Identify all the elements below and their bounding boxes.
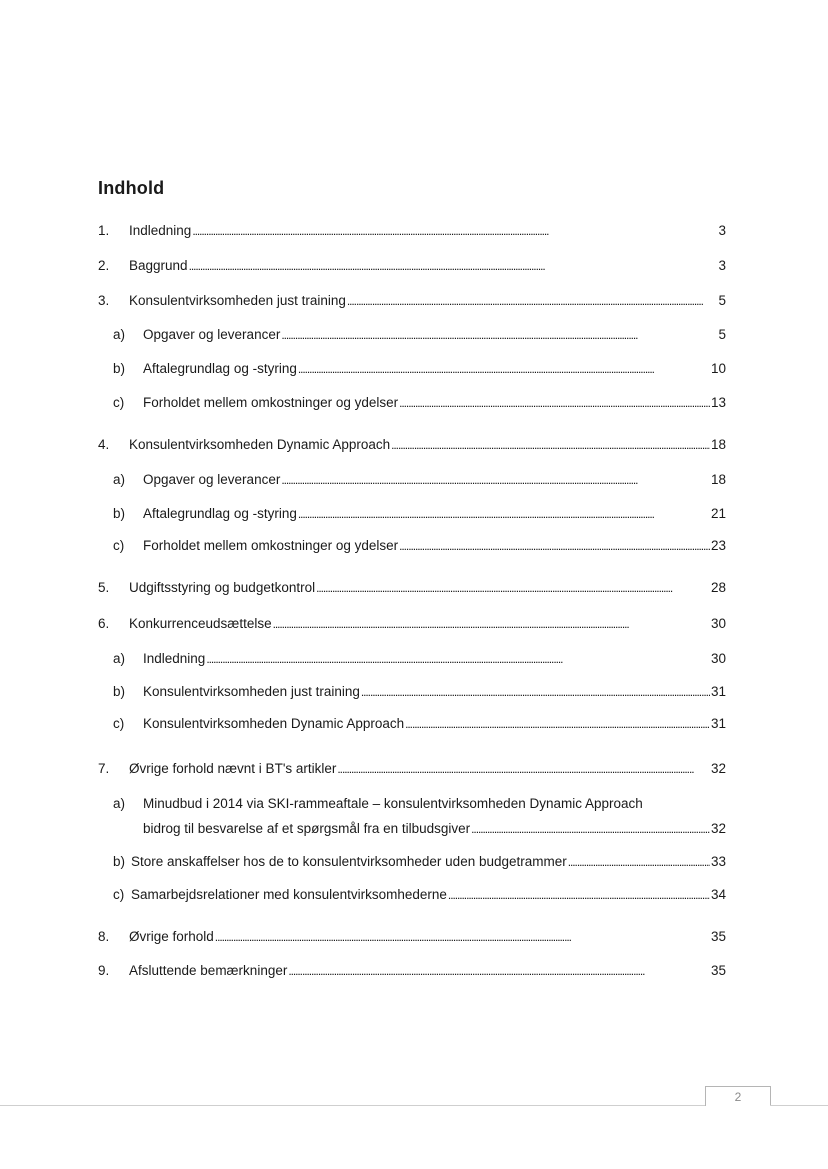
- toc-entry-number: 5.: [98, 580, 110, 595]
- toc-entry-7b[interactable]: [113, 852, 726, 872]
- toc-entry-number: c): [113, 716, 125, 731]
- toc-entry-page: 30: [710, 651, 726, 666]
- toc-entry-page: 35: [710, 929, 726, 944]
- toc-entry-number: 1.: [98, 223, 110, 238]
- toc-entry-title: Opgaver og leverancer: [143, 472, 281, 487]
- toc-entry-7[interactable]: [98, 759, 726, 779]
- toc-entry-title: Opgaver og leverancer: [143, 327, 281, 342]
- toc-entry-page: 30: [710, 616, 726, 631]
- toc-entry-6[interactable]: [98, 614, 726, 634]
- toc-entry-title: Indledning: [143, 651, 206, 666]
- toc-entry-number: 3.: [98, 293, 110, 308]
- dot-leader: [316, 578, 710, 598]
- toc-entry-6b[interactable]: [113, 682, 726, 702]
- toc-entry-4[interactable]: [98, 435, 726, 455]
- toc-entry-title: Forholdet mellem omkostninger og ydelser: [143, 538, 399, 553]
- toc-entry-title: Udgiftsstyring og budgetkontrol: [129, 580, 316, 595]
- toc-entry-number: b): [113, 506, 126, 521]
- dot-leader: [399, 393, 710, 413]
- toc-entry-2[interactable]: [98, 256, 726, 276]
- dot-leader: [399, 536, 710, 556]
- dot-leader: [361, 682, 710, 702]
- toc-entry-page: 21: [710, 506, 726, 521]
- dot-leader: [568, 852, 710, 872]
- toc-entry-page: 10: [710, 361, 726, 376]
- toc-entry-title: Øvrige forhold: [129, 929, 214, 944]
- toc-entry-6a[interactable]: [113, 649, 726, 669]
- toc-entry-number: 2.: [98, 258, 110, 273]
- toc-entry-number: c): [113, 395, 125, 410]
- toc-entry-page: 35: [710, 963, 726, 978]
- toc-entry-page: 31: [710, 684, 726, 699]
- toc-entry-title: Konsulentvirksomheden just training: [129, 293, 346, 308]
- toc-entry-4c[interactable]: [113, 536, 726, 556]
- toc-entry-title: Konsulentvirksomheden Dynamic Approach: [143, 716, 405, 731]
- dot-leader: [405, 714, 710, 734]
- toc-entry-page: 5: [718, 327, 726, 342]
- toc-entry-page: 32: [710, 821, 726, 836]
- toc-entry-number: a): [113, 327, 126, 342]
- toc-entry-title: Samarbejdsrelationer med konsulentvirksomhederne: [131, 887, 447, 902]
- dot-leader: [471, 819, 710, 839]
- toc-entry-number: 4.: [98, 437, 110, 452]
- toc-entry-3[interactable]: [98, 291, 726, 311]
- toc-entry-number: a): [113, 651, 126, 666]
- toc-entry-title: Konsulentvirksomheden Dynamic Approach: [129, 437, 391, 452]
- footer-rule-left: [0, 1105, 705, 1106]
- toc-entry-title: Aftalegrundlag og -styring: [143, 506, 297, 521]
- dot-leader: [189, 256, 718, 276]
- toc-entry-number: c): [113, 887, 125, 902]
- toc-entry-number: a): [113, 472, 126, 487]
- toc-entry-7c[interactable]: [113, 885, 726, 905]
- dot-leader: [337, 759, 710, 779]
- toc-entry-number: 9.: [98, 963, 110, 978]
- toc-entry-number: a): [113, 796, 126, 811]
- toc-entry-5[interactable]: [98, 578, 726, 598]
- toc-entry-number: 6.: [98, 616, 110, 631]
- toc-entry-4a[interactable]: [113, 470, 726, 490]
- toc-entry-page: 18: [710, 437, 726, 452]
- dot-leader: [298, 359, 710, 379]
- toc-entry-3b[interactable]: [113, 359, 726, 379]
- dot-leader: [347, 291, 718, 311]
- toc-entry-page: 33: [710, 854, 726, 869]
- dot-leader: [215, 927, 710, 947]
- toc-entry-number: b): [113, 684, 126, 699]
- toc-entry-1[interactable]: [98, 221, 726, 241]
- toc-entry-3a[interactable]: [113, 325, 726, 345]
- toc-entry-title: Forholdet mellem omkostninger og ydelser: [143, 395, 399, 410]
- toc-entry-title: Øvrige forhold nævnt i BT's artikler: [129, 761, 337, 776]
- toc-entry-number: b): [113, 361, 126, 376]
- dot-leader: [273, 614, 710, 634]
- toc-entry-title: Baggrund: [129, 258, 188, 273]
- toc-entry-number: b): [113, 854, 126, 869]
- toc-entry-4b[interactable]: [113, 504, 726, 524]
- toc-entry-number: 8.: [98, 929, 110, 944]
- footer-rule-right: [770, 1105, 828, 1106]
- toc-entry-page: 23: [710, 538, 726, 553]
- toc-entry-9[interactable]: [98, 961, 726, 981]
- toc-entry-page: 5: [718, 293, 726, 308]
- toc-entry-title: Store anskaffelser hos de to konsulentvirksomheder uden budgetrammer: [131, 854, 567, 869]
- footer-page-number: 2: [705, 1086, 771, 1106]
- toc-entry-page: 18: [710, 472, 726, 487]
- toc-entry-title: Aftalegrundlag og -styring: [143, 361, 297, 376]
- toc-entry-title: Indledning: [129, 223, 192, 238]
- dot-leader: [288, 961, 710, 981]
- toc-entry-title-continued: bidrog til besvarelse af et spørgsmål fra en tilbudsgiver: [143, 821, 471, 836]
- dot-leader: [192, 221, 717, 241]
- dot-leader: [448, 885, 710, 905]
- toc-entry-3c[interactable]: [113, 393, 726, 413]
- toc-entry-page: 34: [710, 887, 726, 902]
- dot-leader: [281, 325, 717, 345]
- toc-entry-number: c): [113, 538, 125, 553]
- toc-entry-title: Konsulentvirksomheden just training: [143, 684, 360, 699]
- toc-entry-7a-line1[interactable]: [113, 794, 726, 814]
- toc-entry-page: 13: [710, 395, 726, 410]
- toc-entry-page: 32: [710, 761, 726, 776]
- dot-leader: [206, 649, 710, 669]
- toc-entry-8[interactable]: [98, 927, 726, 947]
- dot-leader: [298, 504, 710, 524]
- toc-entry-7a-line2[interactable]: [143, 819, 726, 839]
- dot-leader: [281, 470, 710, 490]
- toc-heading: Indhold: [98, 178, 165, 198]
- toc-entry-number: 7.: [98, 761, 110, 776]
- toc-entry-page: 31: [710, 716, 726, 731]
- toc-entry-title: Afsluttende bemærkninger: [129, 963, 288, 978]
- toc-entry-page: 28: [710, 580, 726, 595]
- toc-entry-page: 3: [718, 258, 726, 273]
- toc-entry-page: 3: [718, 223, 726, 238]
- toc-entry-title: Konkurrenceudsættelse: [129, 616, 272, 631]
- toc-entry-title: Minudbud i 2014 via SKI-rammeaftale – konsulentvirksomheden Dynamic Approach: [143, 796, 643, 811]
- dot-leader: [391, 435, 710, 455]
- toc-entry-6c[interactable]: [113, 714, 726, 734]
